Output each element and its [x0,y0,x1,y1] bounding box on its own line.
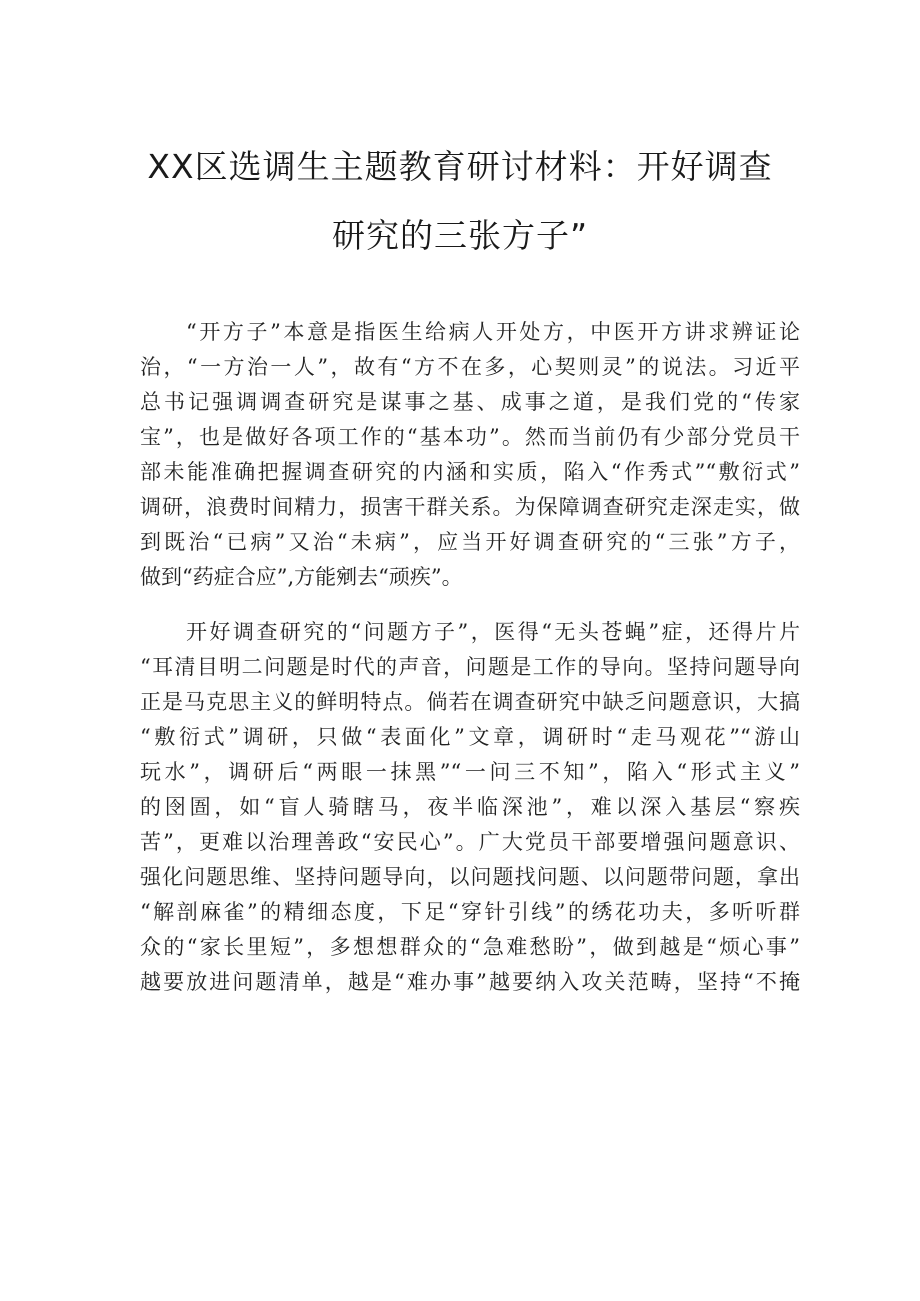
paragraph-line: 苦”，更难以治理善政“安民心”。广大党员干部要增强问题意识、 [140,830,800,854]
paragraph-line: 正是马克思主义的鲜明特点。倘若在调查研究中缺乏问题意识，大搞 [140,690,800,714]
document-title-line-1: XX区选调生主题教育研讨材料：开好调查 [147,147,773,186]
paragraph-line: 做到“药症合应”,方能剜去“顽疾”。 [140,565,463,589]
paragraph-line: 越要放进问题清单，越是“难办事”越要纳入攻关范畴，坚持“不掩 [140,970,800,994]
paragraph-line: 到既治“已病”又治“未病”，应当开好调查研究的“三张”方子， [140,530,800,554]
paragraph-line: 玩水”，调研后“两眼一抹黑”“一问三不知”，陷入“形式主义” [140,760,800,784]
paragraph-line: 开好调查研究的“问题方子”，医得“无头苍蝇”症，还得片片 [186,620,800,644]
paragraph-line: 总书记强调调查研究是谋事之基、成事之道，是我们党的“传家 [140,390,800,414]
paragraph-line: 治，“一方治一人”，故有“方不在多，心契则灵”的说法。习近平 [140,355,800,379]
paragraph-line: 强化问题思维、坚持问题导向，以问题找问题、以问题带问题，拿出 [140,865,800,889]
paragraph-line: 的囹圄，如“盲人骑瞎马，夜半临深池”，难以深入基层“察疾 [140,795,800,819]
paragraph-line: 部未能准确把握调查研究的内涵和实质，陷入“作秀式”“敷衍式” [140,460,800,484]
paragraph-line: 调研，浪费时间精力，损害干群关系。为保障调查研究走深走实，做 [140,495,800,519]
paragraph-line: “敷衍式”调研，只做“表面化”文章，调研时“走马观花”“游山 [140,725,800,749]
paragraph-line: 宝”，也是做好各项工作的“基本功”。然而当前仍有少部分党员干 [140,425,800,449]
paragraph-line: “开方子”本意是指医生给病人开处方，中医开方讲求辨证论 [186,320,800,344]
document-title-line-2: 研究的三张方子” [331,216,589,255]
paragraph-line: “解剖麻雀”的精细态度，下足“穿针引线”的绣花功夫，多听听群 [140,900,800,924]
paragraph-line: “耳清目明二问题是时代的声音，问题是工作的导向。坚持问题导向 [140,655,800,679]
paragraph-line: 众的“家长里短”，多想想群众的“急难愁盼”，做到越是“烦心事” [140,935,800,959]
